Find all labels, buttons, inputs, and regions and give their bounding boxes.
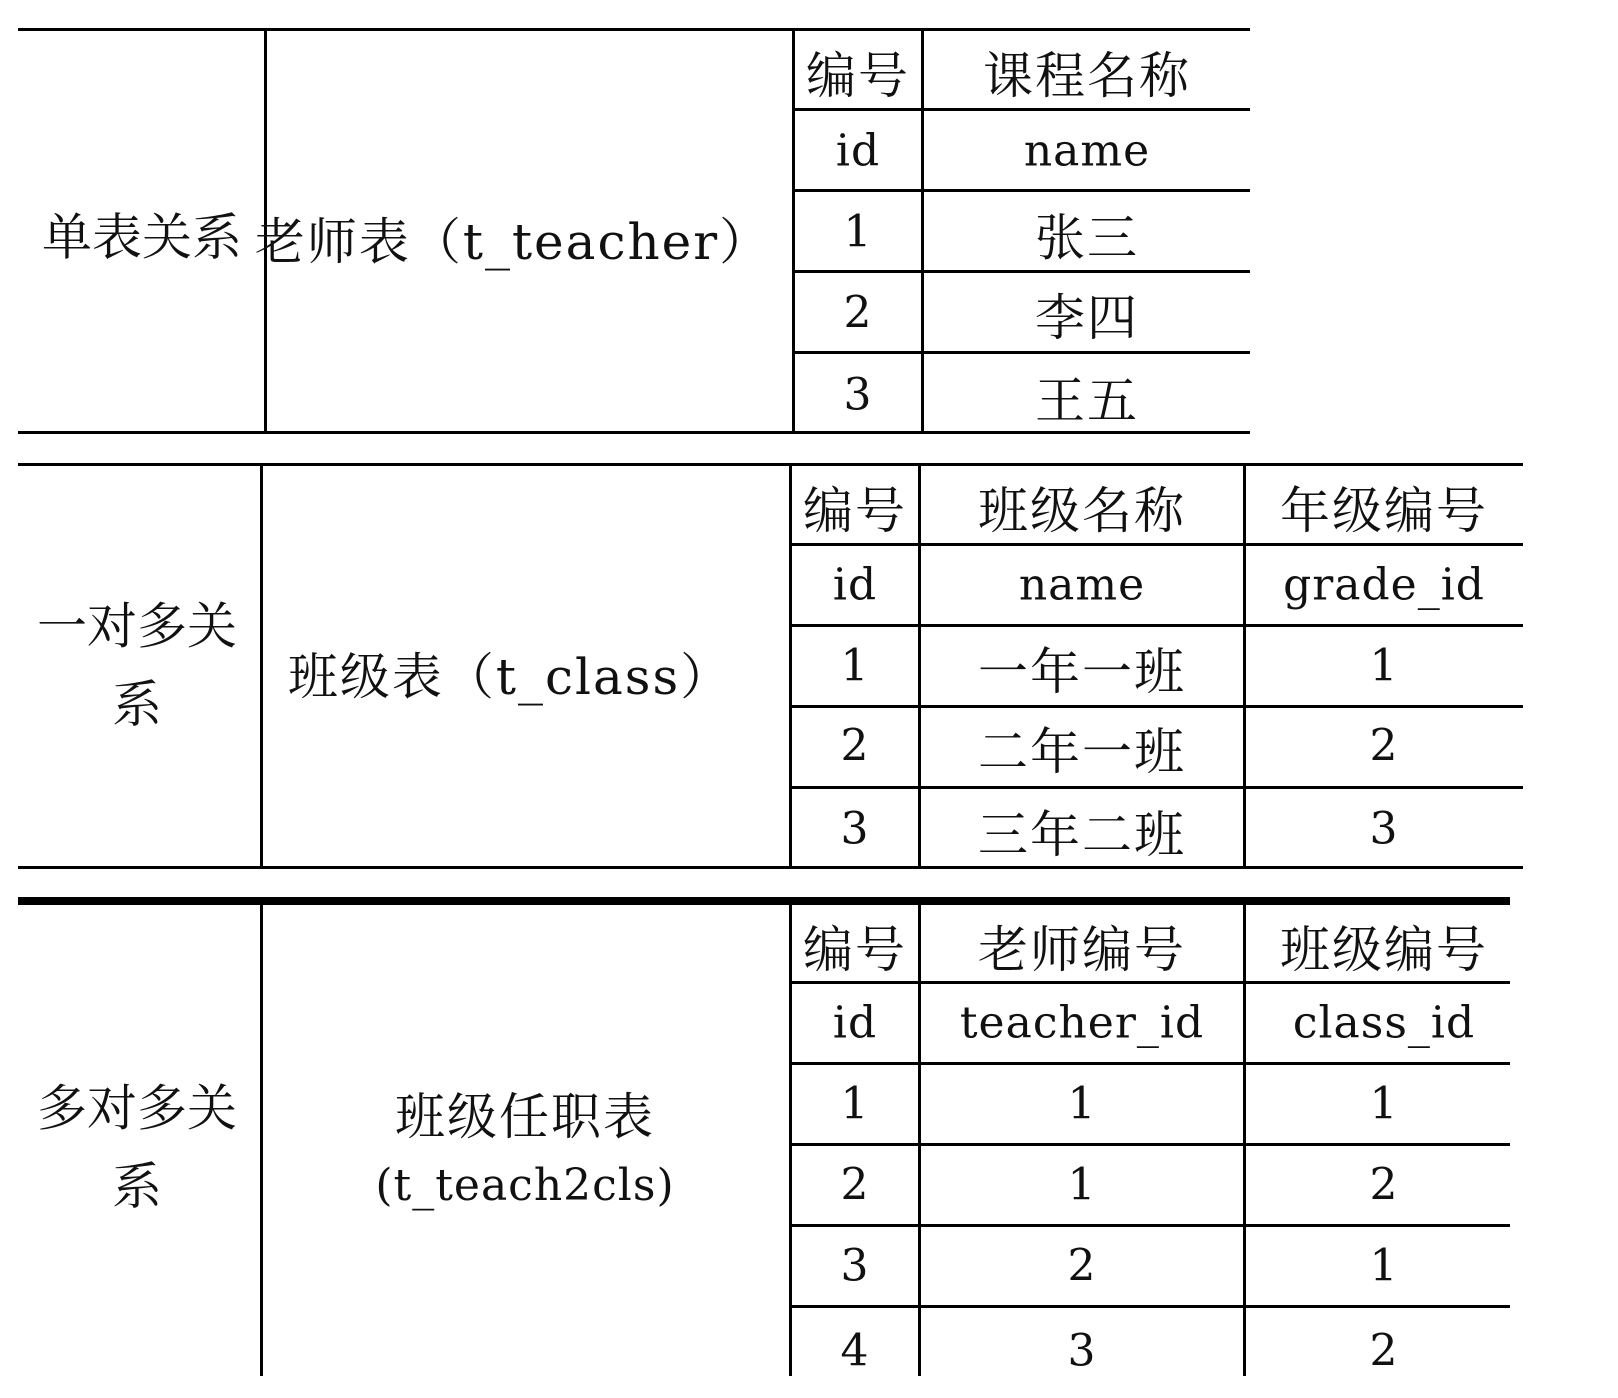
field-cell: teacher_id [959, 997, 1205, 1049]
table-cell: 3 [1067, 1325, 1097, 1377]
table-cell: 2 [840, 720, 870, 772]
table-cell: 王五 [1035, 372, 1139, 430]
table-cell: 二年一班 [978, 723, 1186, 781]
header-cell: 编号 [803, 482, 907, 540]
table-cell: 2 [1369, 720, 1399, 772]
table-cell: 1 [1369, 640, 1399, 692]
table-cell: 1 [1067, 1078, 1097, 1130]
table-cell: 3 [1369, 803, 1399, 855]
table-cell: 3 [840, 803, 870, 855]
header-cell: 老师编号 [978, 921, 1186, 979]
table-cell: 1 [1067, 1159, 1097, 1211]
table-cell: 2 [1369, 1325, 1399, 1377]
table-name [375, 1081, 674, 1217]
table-cell: 1 [840, 640, 870, 692]
relation-label [37, 1071, 237, 1226]
header-cell: 年级编号 [1280, 482, 1488, 540]
field-cell: id [832, 559, 878, 611]
table-cell: 4 [840, 1325, 870, 1377]
field-cell: name [1018, 559, 1146, 611]
table-cell: 1 [840, 1078, 870, 1130]
relation-label-line2: 系 [112, 675, 162, 733]
table-cell: 2 [1369, 1159, 1399, 1211]
field-cell: id [832, 997, 878, 1049]
table-cell: 三年二班 [978, 806, 1186, 864]
table-cell: 李四 [1035, 289, 1139, 347]
header-cell: 课程名称 [983, 47, 1191, 105]
table-cell: 一年一班 [978, 643, 1186, 701]
relation-label [37, 589, 237, 744]
relation-label-line1: 一对多关 [37, 597, 237, 656]
header-cell: 编号 [803, 921, 907, 979]
table-cell: 3 [843, 369, 873, 421]
table-name: 老师表（t_teacher） [254, 213, 772, 271]
table-name-line2: (t_teach2cls) [375, 1159, 675, 1211]
table-cell: 张三 [1035, 209, 1139, 267]
relation-label-line2: 系 [112, 1157, 162, 1215]
header-cell: 班级名称 [978, 482, 1186, 540]
table-name-line1: 班级任职表 [395, 1087, 655, 1146]
header-cell: 编号 [806, 47, 910, 105]
table-cell: 1 [1369, 1240, 1399, 1292]
table-cell: 1 [843, 206, 873, 258]
table-cell: 3 [840, 1240, 870, 1292]
table-cell: 2 [840, 1159, 870, 1211]
table-cell: 1 [1369, 1078, 1399, 1130]
field-cell: grade_id [1283, 559, 1485, 611]
table-cell: 2 [843, 287, 873, 339]
table-name: 班级表（t_class） [287, 648, 733, 706]
field-cell: class_id [1292, 997, 1476, 1049]
field-cell: id [835, 125, 881, 177]
table-cell: 2 [1067, 1240, 1097, 1292]
relation-label-line1: 多对多关 [37, 1079, 237, 1138]
header-cell: 班级编号 [1280, 921, 1488, 979]
relation-label: 单表关系 [42, 208, 242, 267]
field-cell: name [1023, 125, 1151, 177]
